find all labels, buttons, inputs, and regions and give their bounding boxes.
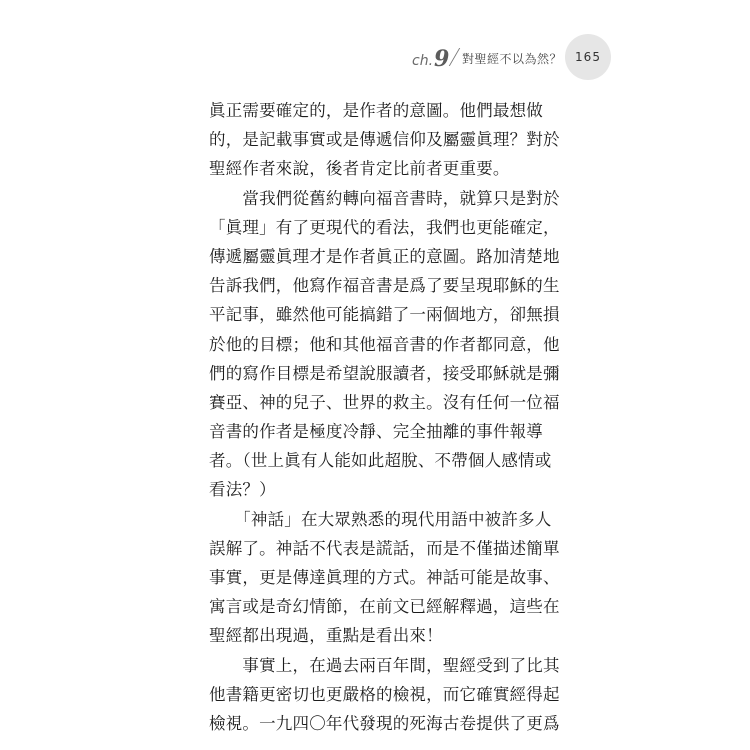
chapter-number: 9	[434, 46, 450, 72]
text-line: 傳遞屬靈眞理才是作者眞正的意圖。路加清楚地	[209, 246, 560, 266]
text-line: 們的寫作目標是希望說服讀者，接受耶穌就是彌	[209, 363, 560, 383]
page-number-badge	[565, 34, 611, 80]
text-line: 告訴我們，他寫作福音書是爲了要呈現耶穌的生	[209, 276, 560, 296]
text-line: 他書籍更密切也更嚴格的檢視，而它確實經得起	[209, 684, 560, 704]
body-text	[209, 96, 560, 738]
text-line: 誤解了。神話不代表是謊話，而是不僅描述簡單	[209, 538, 560, 558]
text-line: 「神話」在大眾熟悉的現代用語中被許多人	[209, 509, 552, 529]
text-line: 聖經都出現過，重點是看出來！	[209, 626, 443, 646]
chapter-title: 對聖經不以為然？	[462, 52, 563, 66]
text-line: 的，是記載事實或是傳遞信仰及屬靈眞理？對於	[209, 130, 560, 150]
text-line: 平記事，雖然他可能搞錯了一兩個地方，卻無損	[209, 305, 560, 325]
text-line: 賽亞、神的兒子、世界的救主。沒有任何一位福	[209, 392, 560, 412]
text-line: 「眞理」有了更現代的看法，我們也更能確定，	[209, 217, 560, 237]
text-line: 音書的作者是極度冷靜、完全抽離的事件報導	[209, 422, 543, 442]
text-line: 聖經作者來說，後者肯定比前者更重要。	[209, 159, 510, 179]
text-line: 者。（世上眞有人能如此超脫、不帶個人感情或	[209, 451, 552, 471]
chapter-mark	[412, 46, 449, 72]
chapter-prefix: ch.	[412, 53, 434, 69]
text-line: 事實，更是傳達眞理的方式。神話可能是故事、	[209, 568, 560, 587]
text-line: 寓言或是奇幻情節，在前文已經解釋過，這些在	[209, 597, 560, 617]
text-line: 眞正需要確定的，是作者的意圖。他們最想做	[209, 101, 543, 120]
text-line: 當我們從舊約轉向福音書時，就算只是對於	[209, 188, 560, 208]
text-line: 事實上，在過去兩百年間，聖經受到了比其	[209, 655, 560, 675]
text-line: 檢視。一九四〇年代發現的死海古卷提供了更爲	[209, 713, 560, 733]
text-line: 於他的目標；他和其他福音書的作者都同意，他	[209, 334, 560, 354]
text-line: 看法？）	[209, 480, 276, 500]
page-number: 165	[575, 50, 601, 64]
